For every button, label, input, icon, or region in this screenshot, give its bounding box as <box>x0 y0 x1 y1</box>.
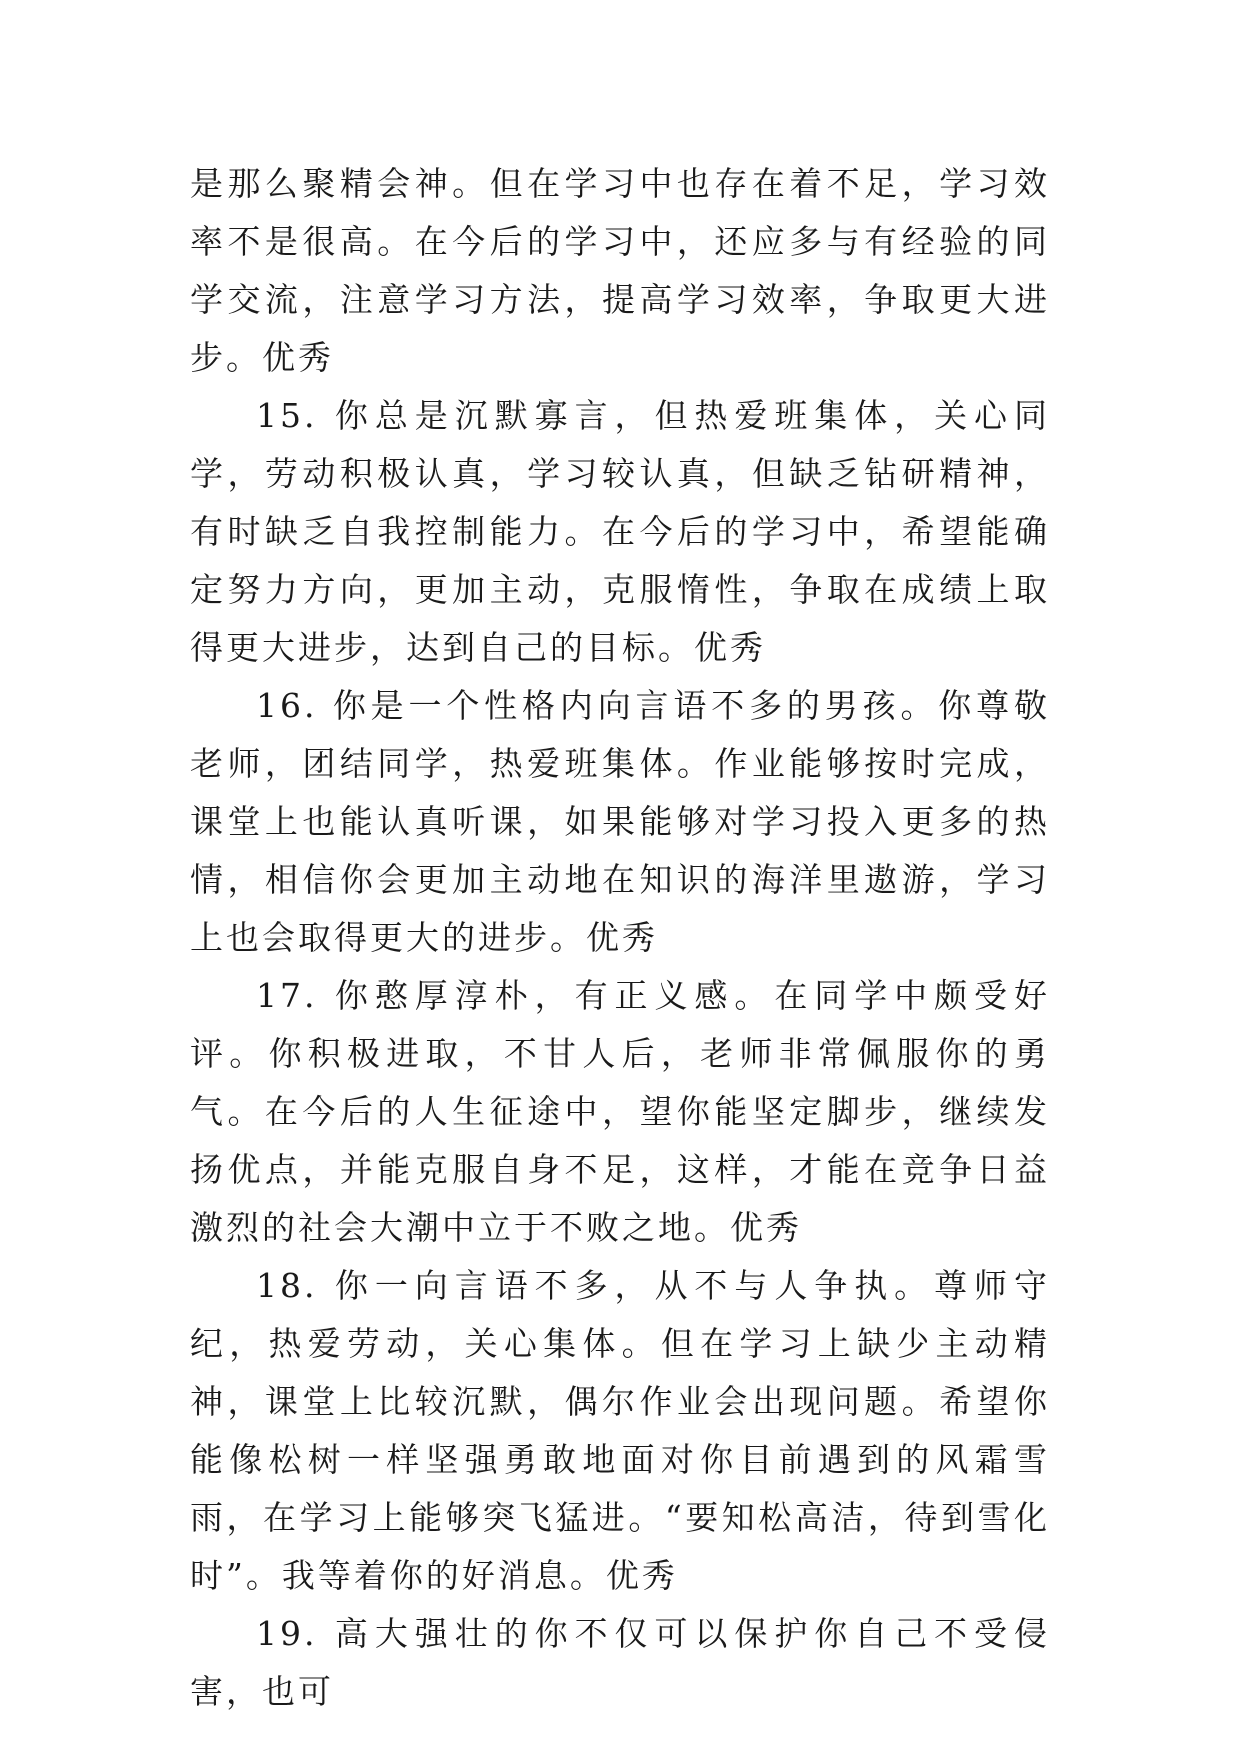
paragraph-entry-19: 19. 高大强壮的你不仅可以保护你自己不受侵害，也可 <box>190 1614 1050 1711</box>
paragraph-entry-18: 18. 你一向言语不多，从不与人争执。尊师守纪，热爱劳动，关心集体。但在学习上缺少主动精神，课堂上比较沉默，偶尔作业会出现问题。希望你能像松树一样坚强勇敢地面对你目前遇到的风霜雪雨，在学习上能够突飞猛进。“要知松高洁，待到雪化时”。我等着你的好消息。优秀 <box>190 1266 1050 1595</box>
paragraph-continuation: 是那么聚精会神。但在学习中也存在着不足，学习效率不是很高。在今后的学习中，还应多与有经验的同学交流，注意学习方法，提高学习效率，争取更大进步。优秀 <box>190 164 1050 377</box>
paragraph-entry-17: 17. 你憨厚淳朴，有正义感。在同学中颇受好评。你积极进取，不甘人后，老师非常佩服你的勇气。在今后的人生征途中，望你能坚定脚步，继续发扬优点，并能克服自身不足，这样，才能在竞争日益激烈的社会大潮中立于不败之地。优秀 <box>190 976 1050 1247</box>
paragraph-entry-15: 15. 你总是沉默寡言，但热爱班集体，关心同学，劳动积极认真，学习较认真，但缺乏钻研精神，有时缺乏自我控制能力。在今后的学习中，希望能确定努力方向，更加主动，克服惰性，争取在成绩上取得更大进步，达到自己的目标。优秀 <box>190 396 1050 667</box>
paragraph-entry-16: 16. 你是一个性格内向言语不多的男孩。你尊敬老师，团结同学，热爱班集体。作业能够按时完成，课堂上也能认真听课，如果能够对学习投入更多的热情，相信你会更加主动地在知识的海洋里遨游，学习上也会取得更大的进步。优秀 <box>190 686 1050 957</box>
body-text <box>190 155 1050 1721</box>
